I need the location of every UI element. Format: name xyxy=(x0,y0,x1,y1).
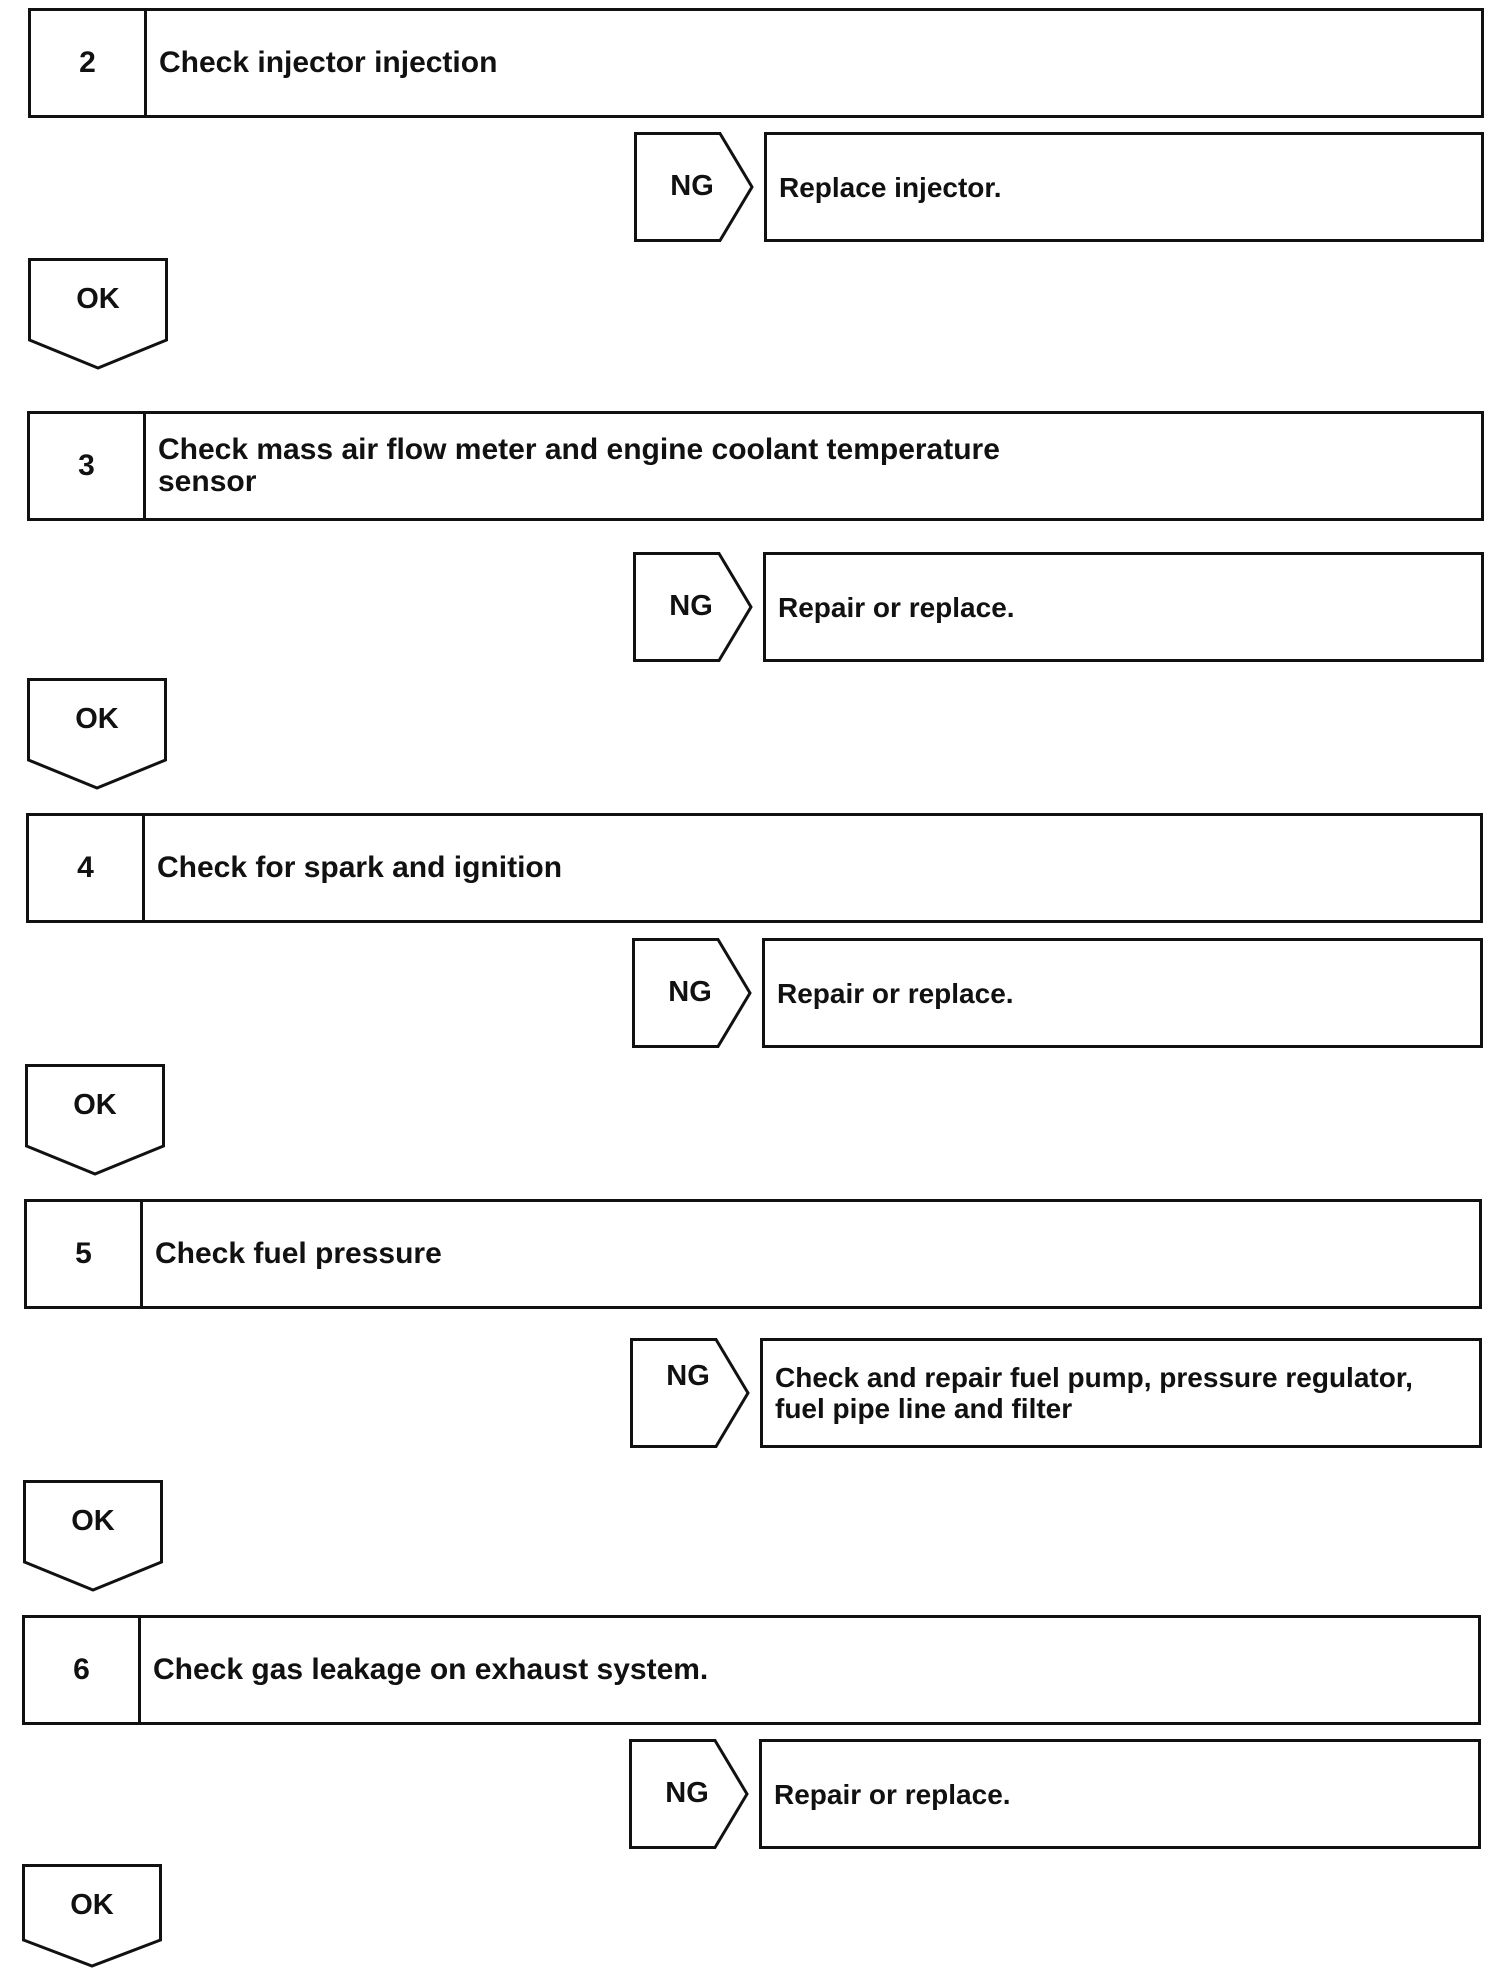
step-title: Check for spark and ignition xyxy=(157,851,563,884)
step-number: 4 xyxy=(29,816,145,920)
step-title: Check mass air flow meter and engine coolant temperature sensor xyxy=(158,433,1000,498)
ok-label: OK xyxy=(76,283,120,315)
ok-label: OK xyxy=(71,1505,115,1537)
ng-action-box: Replace injector. xyxy=(764,132,1484,242)
ng-label: NG xyxy=(665,1777,709,1809)
ng-label: NG xyxy=(670,170,714,202)
step-number: 3 xyxy=(30,414,146,518)
step-2-box xyxy=(28,8,1484,118)
step-title: Check fuel pressure xyxy=(155,1237,442,1270)
step-5-box xyxy=(24,1199,1482,1309)
step-number: 5 xyxy=(27,1202,143,1306)
ok-label: OK xyxy=(73,1089,117,1121)
ng-label: NG xyxy=(666,1360,710,1392)
step-6-box xyxy=(22,1615,1481,1725)
step-title: Check injector injection xyxy=(159,46,498,79)
ng-action-box: Repair or replace. xyxy=(763,552,1484,662)
step-3-box xyxy=(27,411,1484,521)
step-number: 2 xyxy=(31,11,147,115)
ng-label: NG xyxy=(669,590,713,622)
ng-action-box: Repair or replace. xyxy=(759,1739,1481,1849)
step-title: Check gas leakage on exhaust system. xyxy=(153,1653,709,1686)
ng-arrow-shape xyxy=(630,1338,750,1448)
ng-action-box: Check and repair fuel pump, pressure regulator, fuel pipe line and filter xyxy=(760,1338,1482,1448)
ng-action-box: Repair or replace. xyxy=(762,938,1483,1048)
step-number: 6 xyxy=(25,1618,141,1722)
ok-label: OK xyxy=(75,703,119,735)
step-4-box xyxy=(26,813,1483,923)
ok-label: OK xyxy=(70,1889,114,1921)
ng-label: NG xyxy=(668,976,712,1008)
